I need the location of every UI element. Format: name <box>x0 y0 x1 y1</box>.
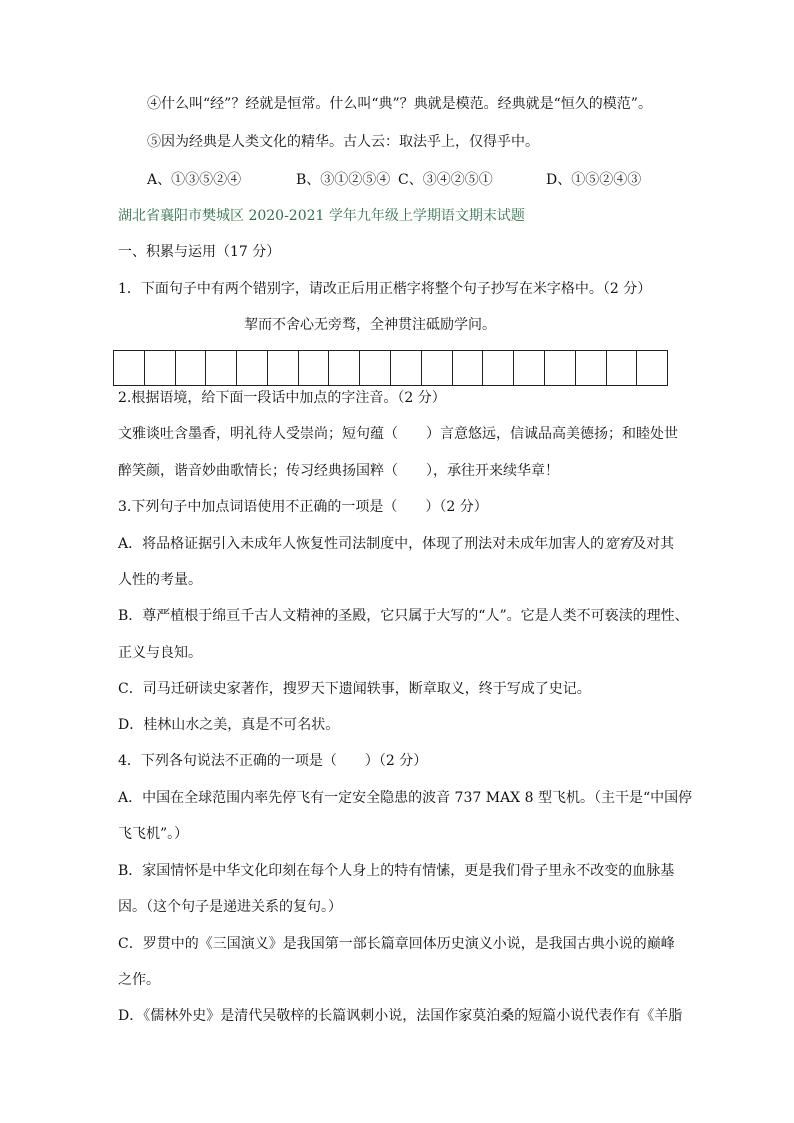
grid-cell[interactable] <box>637 351 667 385</box>
q1-prompt: 1．下面句子中有两个错别字，请改正后用正楷字将整个句子抄写在米字格中。（2 分） <box>118 281 652 297</box>
q4-option-b-line-2: 因。（这个句子是递进关系的复句。） <box>118 899 342 915</box>
q3-a-text-post: 及对其 <box>632 536 675 552</box>
grid-cell[interactable] <box>576 351 607 385</box>
q3-option-a-line-2: 人性的考量。 <box>118 572 202 588</box>
grid-cell[interactable] <box>114 351 145 385</box>
q3-a-dotted-word: 宽宥 <box>604 536 633 552</box>
q4-option-b-line-1: B．家国情怀是中华文化印刻在每个人身上的特有情愫，更是我们骨子里永不改变的血脉基 <box>118 863 675 879</box>
grid-cell[interactable] <box>237 351 268 385</box>
grid-cell[interactable] <box>329 351 360 385</box>
q4-option-c-line-1: C．罗贯中的《三国演义》是我国第一部长篇章回体历史演义小说，是我国古典小说的巅峰 <box>118 936 675 952</box>
grid-cell[interactable] <box>391 351 422 385</box>
q4-option-d-line-1: D．《儒林外史》是清代吴敬梓的长篇讽刺小说，法国作家莫泊桑的短篇小说代表作有《羊脂 <box>118 1008 683 1024</box>
grid-cell[interactable] <box>453 351 484 385</box>
grid-cell[interactable] <box>422 351 453 385</box>
q3-option-c: C．司马迁研读史家著作，搜罗天下遗闻轶事，断章取义，终于写成了史记。 <box>118 681 591 697</box>
top-option-a: A、①③⑤②④ <box>147 172 242 188</box>
grid-cell[interactable] <box>268 351 299 385</box>
exam-title: 湖北省襄阳市樊城区 2020-2021 学年九年级上学期语文期末试题 <box>118 208 525 224</box>
q2-prompt: 2.根据语境，给下面一段话中加点的字注音。（2 分） <box>118 390 446 406</box>
grid-cell[interactable] <box>145 351 176 385</box>
q4-option-a-line-2: 飞飞机”。） <box>118 826 189 842</box>
writing-grid[interactable] <box>113 350 668 386</box>
top-item-5: ⑤因为经典是人类文化的精华。古人云：取法乎上，仅得乎中。 <box>147 134 539 150</box>
grid-cell[interactable] <box>607 351 638 385</box>
top-option-b: B、③①②⑤④ <box>296 172 391 188</box>
q4-option-a-line-1: A．中国在全球范围内率先停飞有一定安全隐患的波音 737 MAX 8 型飞机。（主干是“中国停 <box>118 790 693 806</box>
grid-cell[interactable] <box>299 351 330 385</box>
q3-prompt: 3.下列句子中加点词语使用不正确的一项是（ ）（2 分） <box>118 499 488 515</box>
section-1-heading: 一、积累与运用（17 分） <box>118 244 281 260</box>
grid-cell[interactable] <box>360 351 391 385</box>
grid-cell[interactable] <box>206 351 237 385</box>
top-option-d: D、①⑤②④③ <box>546 172 642 188</box>
grid-cell[interactable] <box>514 351 545 385</box>
grid-cell[interactable] <box>483 351 514 385</box>
q3-option-b-line-1: B．尊严植根于绵亘千古人文精神的圣殿，它只属于大写的“人”。它是人类不可亵渎的理性、 <box>118 608 689 624</box>
grid-cell[interactable] <box>176 351 207 385</box>
top-option-c: C、③④②⑤① <box>398 172 493 188</box>
q2-line-2: 醉笑颜，谐音妙曲歌情长；传习经典扬国粹（ ），承往开来续华章！ <box>118 463 559 479</box>
top-item-4: ④什么叫“经”？经就是恒常。什么叫“典”？典就是模范。经典就是“恒久的模范”。 <box>147 96 652 112</box>
q1-sentence: 挈而不舍心无旁骛，全神贯注砥励学问。 <box>244 317 496 333</box>
grid-cell[interactable] <box>545 351 576 385</box>
q4-prompt: 4．下列各句说法不正确的一项是（ ）（2 分） <box>118 753 428 769</box>
q3-a-text-pre: A．将品格证据引入未成年人恢复性司法制度中，体现了刑法对未成年加害人的 <box>118 536 605 552</box>
q4-option-c-line-2: 之作。 <box>118 972 160 988</box>
q3-option-d: D．桂林山水之美，真是不可名状。 <box>118 717 340 733</box>
q3-option-b-line-2: 正义与良知。 <box>118 645 202 661</box>
q2-line-1: 文雅谈吐含墨香，明礼待人受崇尚；短句蕴（ ）言意悠远，信诚品高美德扬；和睦处世 <box>118 426 678 442</box>
q3-option-a-line-1 <box>118 535 674 553</box>
